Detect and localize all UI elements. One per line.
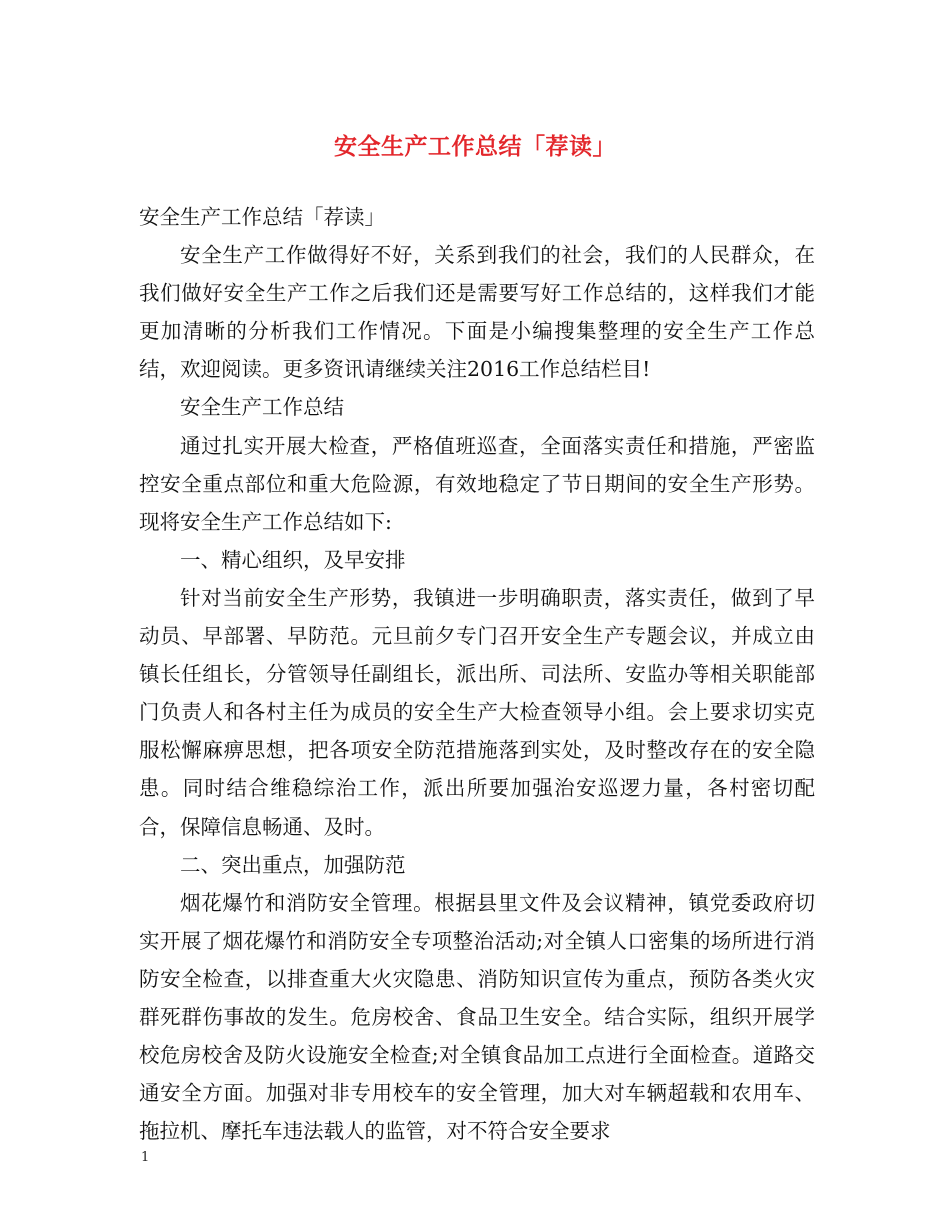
document-body [139,198,815,1150]
paragraph: 安全生产工作总结 [180,395,344,420]
paragraph: 安全生产工作做得好不好，关系到我们的社会，我们的人民群众，在我们做好安全生产工作之后我们还是需要写好工作总结的，这样我们才能更加清晰的分析我们工作情况。下面是小编搜集整理的安全生产工作总结，欢迎阅读。更多资讯请继续关注2016工作总结栏目! [139,243,815,382]
paragraph: 安全生产工作总结「荐读」 [139,205,385,229]
paragraph: 针对当前安全生产形势，我镇进一步明确职责，落实责任，做到了早动员、早部署、早防范。元旦前夕专门召开安全生产专题会议，并成立由镇长任组长，分管领导任副组长，派出所、司法所、安监办等相关职能部门负责人和各村主任为成员的安全生产大检查领导小组。会上要求切实克服松懈麻痹思想，把各项安全防范措施落到实处，及时整改存在的安全隐患。同时结合维稳综治工作，派出所要加强治安巡逻力量，各村密切配合，保障信息畅通、及时。 [139,585,815,839]
paragraph: 通过扎实开展大检查，严格值班巡查，全面落实责任和措施，严密监控安全重点部位和重大危险源，有效地稳定了节日期间的安全生产形势。现将安全生产工作总结如下: [139,433,815,534]
page-number: 1 [141,1150,150,1165]
document-title: 安全生产工作总结「荐读」 [334,133,616,160]
paragraph: 一、精心组织，及早安排 [180,547,406,572]
paragraph: 烟花爆竹和消防安全管理。根据县里文件及会议精神，镇党委政府切实开展了烟花爆竹和消防安全专项整治活动;对全镇人口密集的场所进行消防安全检查，以排查重大火灾隐患、消防知识宣传为重点，预防各类火灾群死群伤事故的发生。危房校舍、食品卫生安全。结合实际，组织开展学校危房校舍及防火设施安全检查;对全镇食品加工点进行全面检查。道路交通安全方面。加强对非专用校车的安全管理，加大对车辆超载和农用车、拖拉机、摩托车违法载人的监管，对不符合安全要求 [139,890,815,1144]
paragraph: 二、突出重点，加强防范 [180,852,406,877]
